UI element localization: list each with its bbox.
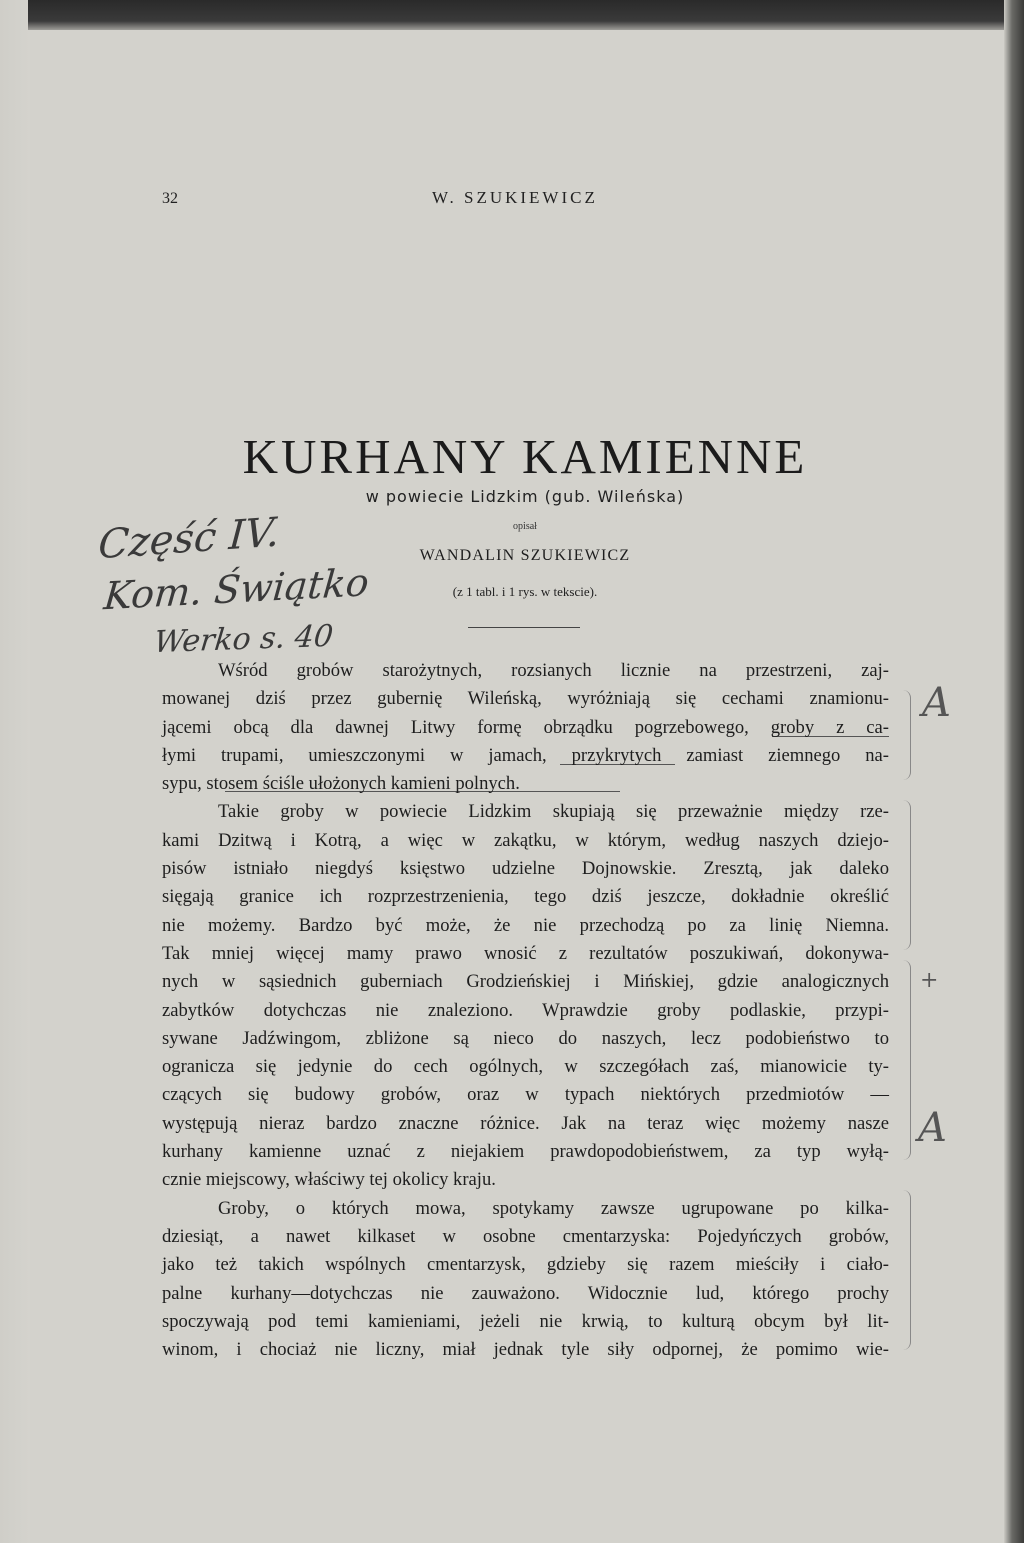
margin-bracket (900, 960, 911, 1160)
article-body (162, 657, 889, 1364)
body-line: nych w sąsiednich guberniach Grodzieńskiej i Mińskiej, gdzie analogicznych (162, 971, 889, 993)
body-line: Tak mniej więcej mamy prawo wnosić z rezultatów poszukiwań, dokonywa- (162, 942, 889, 964)
margin-mark-a-upper: A (922, 680, 951, 726)
top-scan-edge (28, 0, 1024, 30)
body-line: Wśród grobów starożytnych, rozsianych licznie na przestrzeni, zaj- (218, 660, 889, 681)
body-line: mowanej dziś przez gubernię Wileńską, wyróżniają się cechami znamionu- (162, 688, 889, 710)
body-line: jako też takich wspólnych cmentarzysk, gdzieby się razem mieściły i ciało- (162, 1254, 889, 1276)
body-line: winom, i chociaż nie liczny, miał jednak tyle siły odpornej, że pomimo wie- (162, 1339, 889, 1361)
margin-bracket (900, 690, 911, 780)
article-author: WANDALIN SZUKIEWICZ (419, 547, 631, 564)
margin-bracket (900, 1190, 911, 1350)
article-subtitle: w powiecie Lidzkim (gub. Wileńska) (365, 487, 685, 506)
body-line: spoczywają pod temi kamieniami, jeżeli nie krwią, to kulturą obcym był lit- (162, 1310, 889, 1332)
left-margin-edge (0, 0, 30, 1543)
body-line: czących się budowy grobów, oraz w typach niektórych przedmiotów — (162, 1084, 889, 1106)
handwritten-note-line-1: Część IV. (96, 509, 281, 569)
body-line: pisów istniało niegdyś księstwo udzielne Dojnowskie. Zresztą, jak daleko (162, 858, 889, 880)
body-line: kurhany kamienne uznać z niejakiem prawdopodobieństwem, za typ wyłą- (162, 1141, 889, 1163)
page-number: 32 (162, 190, 178, 207)
handwritten-note-line-2: Kom. Świątko (102, 560, 371, 619)
described-by-label: opisał (513, 521, 537, 532)
body-line: ogranicza się jedynie do cech ogólnych, w szczegółach zaś, mianowicie ty- (162, 1056, 889, 1078)
body-line: cznie miejscowy, właściwy tej okolicy kraju. (162, 1169, 496, 1191)
body-line: dziesiąt, a nawet kilkaset w osobne cmentarzyska: Pojedyńczych grobów, (162, 1225, 889, 1247)
body-line: Takie groby w powiecie Lidzkim skupiają się przeważnie między rze- (218, 801, 889, 823)
body-line: jącemi obcą dla dawnej Litwy formę obrządku pogrzebowego, groby z ca- (162, 716, 889, 738)
body-line: zabytków dotychczas nie znaleziono. Wprawdzie groby podlaskie, przypi- (162, 999, 889, 1021)
margin-bracket (900, 800, 911, 950)
body-line: sypu, stosem ściśle ułożonych kamieni polnych. (162, 773, 520, 795)
title-divider (468, 627, 580, 628)
article-title: KURHANY KAMIENNE (242, 429, 808, 484)
margin-mark-cross: + (920, 968, 939, 993)
handwritten-note-line-3: Werko s. 40 (152, 618, 335, 661)
body-line: palne kurhany—dotychczas nie zauważono. Widocznie lud, którego prochy (162, 1282, 889, 1304)
body-line: sięgają granice ich rozprzestrzenienia, tego dziś jeszcze, dokładnie określić (162, 886, 889, 908)
body-line: kami Dzitwą i Kotrą, a więc w zakątku, w którym, według naszych dziejo- (162, 829, 889, 851)
illustration-note: (z 1 tabl. i 1 rys. w tekscie). (452, 584, 598, 599)
body-line: Groby, o których mowa, spotykamy zawsze ugrupowane po kilka- (218, 1197, 889, 1219)
body-line: nie możemy. Bardzo być może, że nie przechodzą po za linię Niemna. (162, 914, 889, 936)
running-head-author: W. SZUKIEWICZ (432, 188, 598, 207)
body-line: sywane Jadźwingom, zbliżone są nieco do naszych, lecz podobieństwo to (162, 1027, 889, 1049)
margin-mark-a-lower: A (918, 1105, 947, 1151)
body-line: występują nieraz bardzo znaczne różnice. Jak na teraz więc możemy nasze (162, 1112, 889, 1134)
right-scan-edge (1004, 0, 1024, 1543)
body-line: łymi trupami, umieszczonymi w jamach, przykrytych zamiast ziemnego na- (162, 744, 889, 766)
